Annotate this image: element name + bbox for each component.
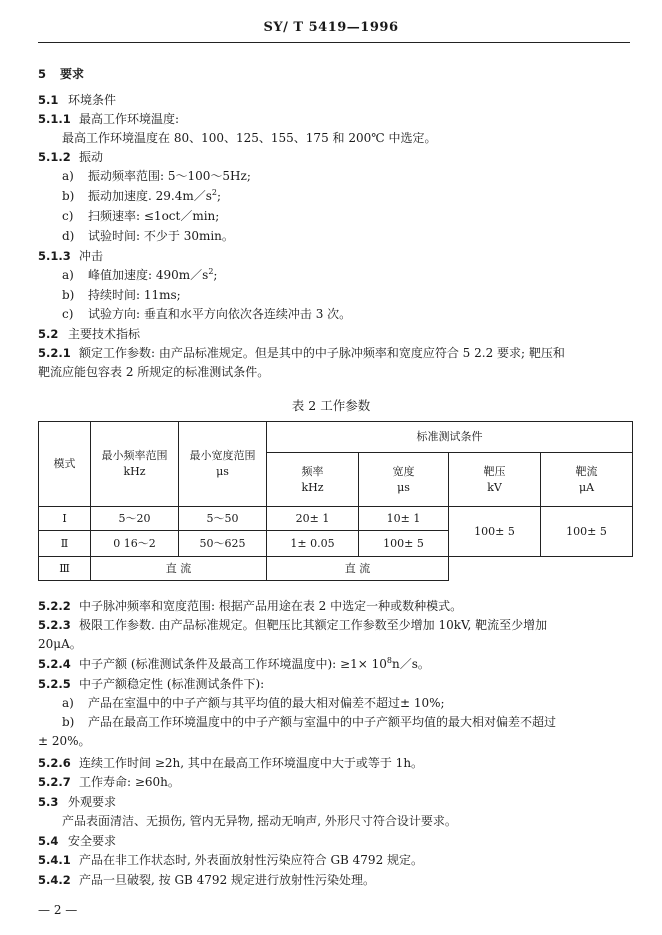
header-standard-test: 标准测试条件 bbox=[267, 422, 633, 453]
target-voltage-value: 100± 5 bbox=[449, 507, 541, 557]
header-rule bbox=[38, 42, 630, 43]
section-5-2-1-line1: 5.2.1 额定工作参数: 由产品标准规定。但是其中的中子脉冲频率和宽度应符合 5 2.2 要求; 靶压和 bbox=[38, 346, 565, 360]
section-5-4-1: 5.4.1 产品在非工作状态时, 外表面放射性污染应符合 GB 4792 规定。 bbox=[38, 853, 424, 867]
section-5-2-3-line2: 20μA。 bbox=[38, 637, 82, 651]
section-5-heading: 5 要求 bbox=[38, 67, 85, 81]
section-5-2-3-line1: 5.2.3 极限工作参数. 由产品标准规定。但靶压比其额定工作参数至少增加 10kV, 靶流至少增加 bbox=[38, 618, 548, 632]
vibration-item: a) 振动频率范围: 5～100～5Hz; bbox=[62, 169, 251, 183]
shock-item: a) 峰值加速度: $490m/s^2$; bbox=[62, 267, 218, 282]
header-mode: 模式 bbox=[39, 422, 91, 507]
section-5-3-heading: 5.3 外观要求 bbox=[38, 795, 117, 809]
section-5-2-5-heading: 5.2.5 中子产额稳定性 (标准测试条件下): bbox=[38, 677, 265, 691]
header-target-current: 靶流 μA bbox=[541, 453, 633, 507]
section-5-2-2: 5.2.2 中子脉冲频率和宽度范围: 根据产品用途在表 2 中选定一种或数种模式。 bbox=[38, 599, 463, 613]
vibration-item: b) 振动加速度. $29.4m/s^2$; bbox=[62, 188, 222, 203]
header-test-freq: 频率 kHz bbox=[267, 453, 359, 507]
section-5-1-2-heading: 5.1.2 振动 bbox=[38, 150, 104, 164]
vibration-item: c) 扫频速率: ≤1oct／min; bbox=[62, 209, 220, 223]
section-5-2-1-line2: 靶流应能包容表 2 所规定的标准测试条件。 bbox=[38, 365, 270, 379]
header-min-width: 最小宽度范围 μs bbox=[179, 422, 267, 507]
parameters-table bbox=[38, 421, 633, 581]
vibration-item: d) 试验时间: 不少于 30min。 bbox=[62, 229, 234, 243]
section-5-1-3-heading: 5.1.3 冲击 bbox=[38, 249, 104, 263]
section-5-1-heading: 5.1 环境条件 bbox=[38, 93, 117, 107]
page-number: — 2 — bbox=[38, 903, 78, 917]
header-test-width: 宽度 μs bbox=[359, 453, 449, 507]
section-5-2-heading: 5.2 主要技术指标 bbox=[38, 327, 141, 341]
table-row: Ⅰ 5～20 5～50 20± 1 10± 1 100± 5 100± 5 bbox=[39, 507, 633, 531]
section-5-2-4: 5.2.4 中子产额 (标准测试条件及最高工作环境温度中): $\ge 1\times 10^8n/s$。 bbox=[38, 656, 430, 671]
shock-item: c) 试验方向: 垂直和水平方向依次各连续冲击 3 次。 bbox=[62, 307, 352, 321]
section-5-2-6: 5.2.6 连续工作时间 ≥2h, 其中在最高工作环境温度中大于或等于 1h。 bbox=[38, 756, 424, 770]
header-target-voltage: 靶压 kV bbox=[449, 453, 541, 507]
table-row: Ⅱ 0 16～2 50～625 1± 0.05 100± 5 bbox=[39, 531, 633, 557]
stability-item-b: b) 产品在最高工作环境温度中的中子产额与室温中的中子产额平均值的最大相对偏差不超过 bbox=[62, 715, 557, 729]
page-header: SY/ T 5419—1996 bbox=[263, 20, 399, 35]
stability-item-a: a) 产品在室温中的中子产额与其平均值的最大相对偏差不超过± 10%; bbox=[62, 696, 445, 710]
section-5-2-7: 5.2.7 工作寿命: ≥60h。 bbox=[38, 775, 180, 789]
section-5-4-2: 5.4.2 产品一旦破裂, 按 GB 4792 规定进行放射性污染处理。 bbox=[38, 873, 376, 887]
stability-item-b-cont: ± 20%。 bbox=[38, 734, 91, 748]
shock-item: b) 持续时间: 11ms; bbox=[62, 288, 181, 302]
target-current-value: 100± 5 bbox=[541, 507, 633, 557]
table-row: Ⅲ 直 流 直 流 bbox=[39, 557, 633, 581]
section-5-3-body: 产品表面清洁、无损伤, 管内无异物, 摇动无响声, 外形尺寸符合设计要求。 bbox=[62, 814, 457, 828]
header-min-freq: 最小频率范围 kHz bbox=[91, 422, 179, 507]
section-5-1-1-body: 最高工作环境温度在 80、100、125、155、175 和 200℃ 中选定。 bbox=[62, 131, 437, 145]
section-5-4-heading: 5.4 安全要求 bbox=[38, 834, 117, 848]
section-5-1-1-heading: 5.1.1 最高工作环境温度: bbox=[38, 112, 180, 126]
table-caption: 表 2 工作参数 bbox=[291, 398, 371, 413]
